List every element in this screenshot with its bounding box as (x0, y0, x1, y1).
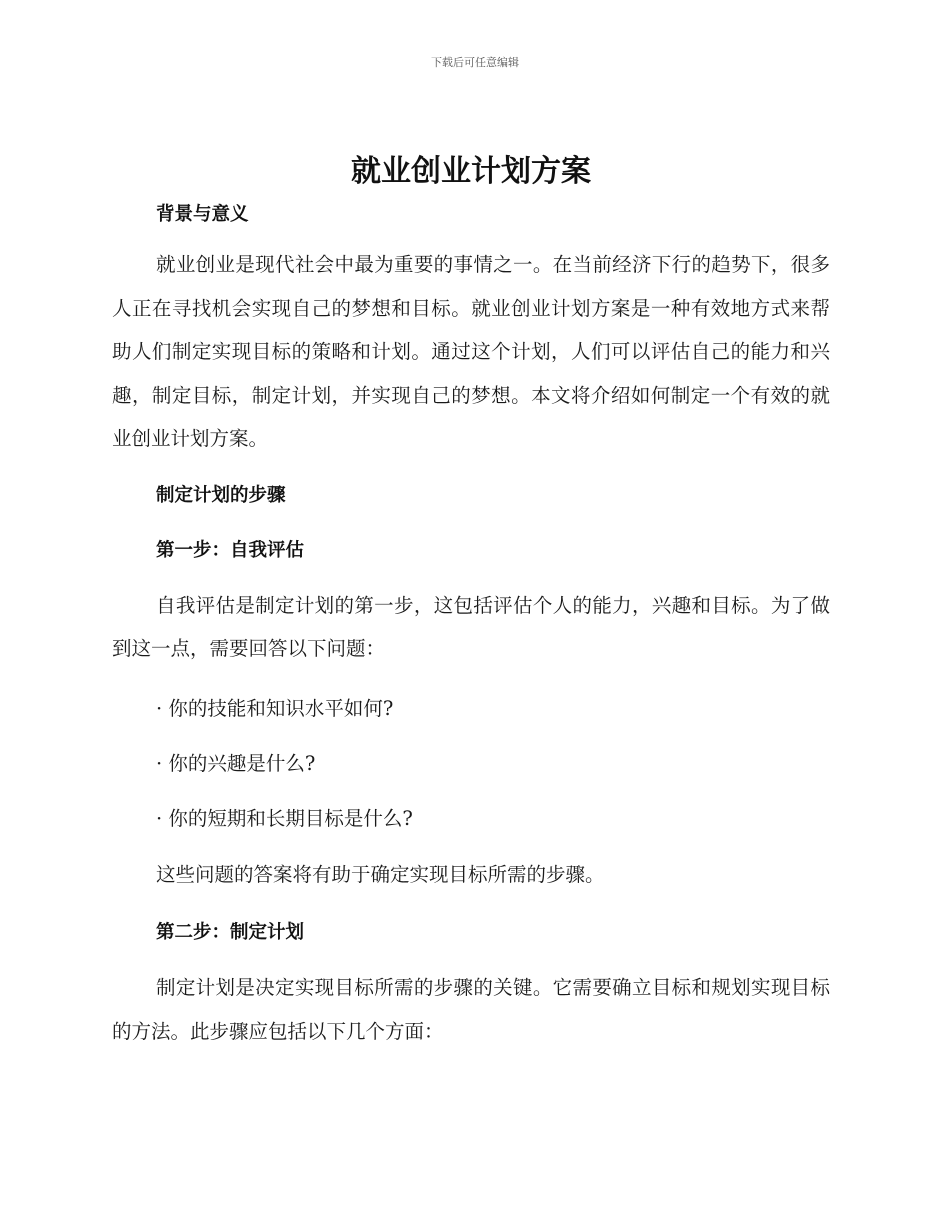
section-heading-background: 背景与意义 (156, 204, 249, 225)
step1-paragraph: 自我评估是制定计划的第一步，这包括评估个人的能力，兴趣和目标。为了做到这一点，需要回答以下问题： (112, 593, 830, 660)
step2-heading: 第二步：制定计划 (156, 922, 305, 943)
step1-bullet-skills: · 你的技能和知识水平如何? (156, 696, 394, 720)
section-heading-steps: 制定计划的步骤 (156, 484, 286, 506)
step1-conclusion: 这些问题的答案将有助于确定实现目标所需的步骤。 (156, 862, 605, 886)
document-body (112, 148, 830, 1053)
document-title: 就业创业计划方案 (351, 154, 591, 189)
paragraph-background: 就业创业是现代社会中最为重要的事情之一。在当前经济下行的趋势下，很多人正在寻找机会实现自己的梦想和目标。就业创业计划方案是一种有效地方式来帮助人们制定实现目标的策略和计划。通过这个计划，人们可以评估自己的能力和兴趣，制定目标，制定计划，并实现自己的梦想。本文将介绍如何制定一个有效的就业创业计划方案。 (112, 253, 830, 450)
page-header-note: 下载后可任意编辑 (431, 56, 519, 69)
step1-bullet-interests: · 你的兴趣是什么? (156, 751, 316, 775)
step1-bullet-goals: · 你的短期和长期目标是什么? (156, 806, 413, 830)
step2-paragraph: 制定计划是决定实现目标所需的步骤的关键。它需要确立目标和规划实现目标的方法。此步骤应包括以下几个方面： (112, 976, 830, 1043)
step1-heading: 第一步：自我评估 (156, 539, 305, 561)
